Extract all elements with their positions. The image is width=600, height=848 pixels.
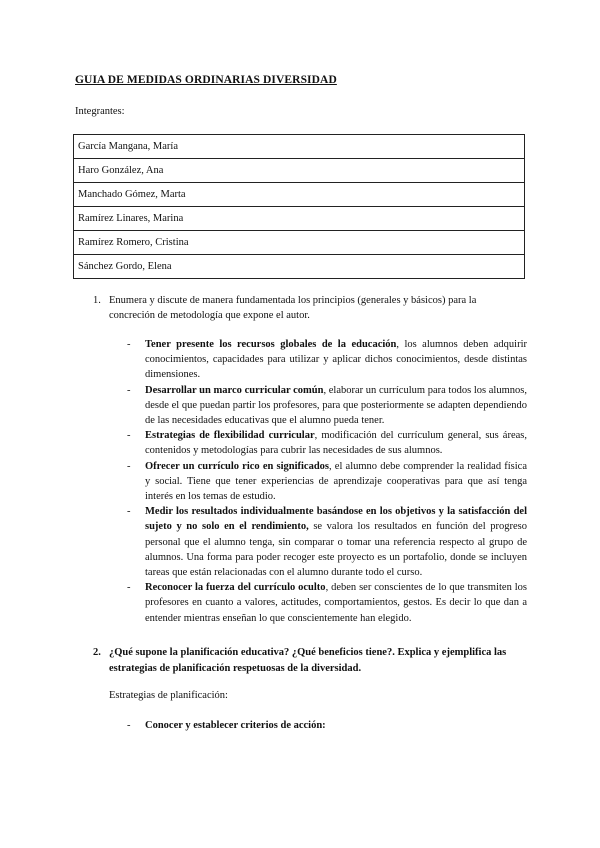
- item-text: , deben ser conscientes de lo que transmiten los profesores en cuanto a valores, actitudes, comportamientos, gestos. Es decir lo que dan a entender mientras enseñan lo que conscientemente han elegido.: [145, 582, 527, 624]
- bullet-dash: -: [127, 506, 131, 518]
- bullet-dash: -: [127, 720, 131, 731]
- member-name: Ramírez Romero, Cristina: [74, 231, 525, 255]
- bullet-dash: -: [127, 460, 131, 472]
- criteria-label: Conocer y establecer criterios de acción:: [145, 720, 326, 731]
- question-text: ¿Qué supone la planificación educativa? ¿Qué beneficios tiene?. Explica y ejemplifica las estrategias de planificación respetuosas de la diversidad.: [109, 647, 507, 674]
- principles-list: [127, 337, 527, 626]
- strategies-label: Estrategias de planificación:: [109, 690, 228, 701]
- list-item: [127, 459, 527, 505]
- item-heading: Tener presente los recursos globales de la educación: [145, 339, 397, 350]
- member-name: Manchado Gómez, Marta: [74, 183, 525, 207]
- bullet-dash: -: [127, 339, 131, 350]
- bullet-dash: -: [127, 582, 131, 594]
- member-name: García Mangana, María: [74, 135, 525, 159]
- member-name: Haro González, Ana: [74, 159, 525, 183]
- question-text: Enumera y discute de manera fundamentada los principios (generales y básicos) para la concreción de metodología que expone el autor.: [109, 295, 477, 321]
- members-table: [73, 134, 525, 279]
- item-text: , modificación del currículum general, sus áreas, contenidos y metodologías para cubrir las necesidades de sus alumnos.: [145, 430, 527, 457]
- list-item: [127, 383, 527, 429]
- bullet-dash: -: [127, 430, 131, 442]
- list-item: [127, 504, 527, 580]
- list-item: [127, 337, 527, 383]
- item-text: , elaborar un currículum para todos los alumnos, desde el que puedan partir los profesores, para que posteriormente se adapten dependiendo de las necesidades educativas que el alumno pueda tener.: [145, 384, 527, 427]
- table-row: [74, 183, 525, 207]
- table-row: [74, 159, 525, 183]
- member-name: Sánchez Gordo, Elena: [74, 255, 525, 279]
- item-heading: Desarrollar un marco curricular común: [145, 384, 324, 396]
- table-row: [74, 255, 525, 279]
- item-heading: Reconocer la fuerza del currículo oculto: [145, 582, 326, 594]
- table-row: [74, 207, 525, 231]
- table-row: [74, 135, 525, 159]
- item-heading: Medir los resultados individualmente basándose en los objetivos y la satisfacción del sujeto y no solo en el rendimiento,: [145, 506, 527, 533]
- item-text: , los alumnos deben adquirir conocimientos, capacidades para utilizar y aplicar dichos conocimientos, desde distintas dimensiones.: [145, 339, 527, 381]
- question-number: 1.: [93, 295, 101, 306]
- list-item: [127, 580, 527, 626]
- question-number: 2.: [93, 647, 101, 658]
- members-label: Integrantes:: [75, 106, 125, 117]
- item-heading: Estrategias de flexibilidad curricular: [145, 430, 315, 442]
- item-text: se valora los resultados en función del progreso personal que el alumno tenga, sin comparar o tomar una referencia respecto al grupo de alumnos. Una forma para poder recoger este proyecto es un portafolio, donde se incluyen tareas que están relacionadas con el alumno durante todo el curso.: [145, 521, 527, 579]
- document-title: GUIA DE MEDIDAS ORDINARIAS DIVERSIDAD: [75, 74, 337, 86]
- list-item: [127, 428, 527, 458]
- table-row: [74, 231, 525, 255]
- item-text: , el alumno debe comprender la realidad física y social. Tiene que tener experiencias de aprendizaje cooperativas para que así tenga interés en los temas de estudio.: [145, 460, 527, 503]
- bullet-dash: -: [127, 384, 131, 396]
- item-heading: Ofrecer un currículo rico en significados: [145, 460, 330, 472]
- member-name: Ramírez Linares, Marina: [74, 207, 525, 231]
